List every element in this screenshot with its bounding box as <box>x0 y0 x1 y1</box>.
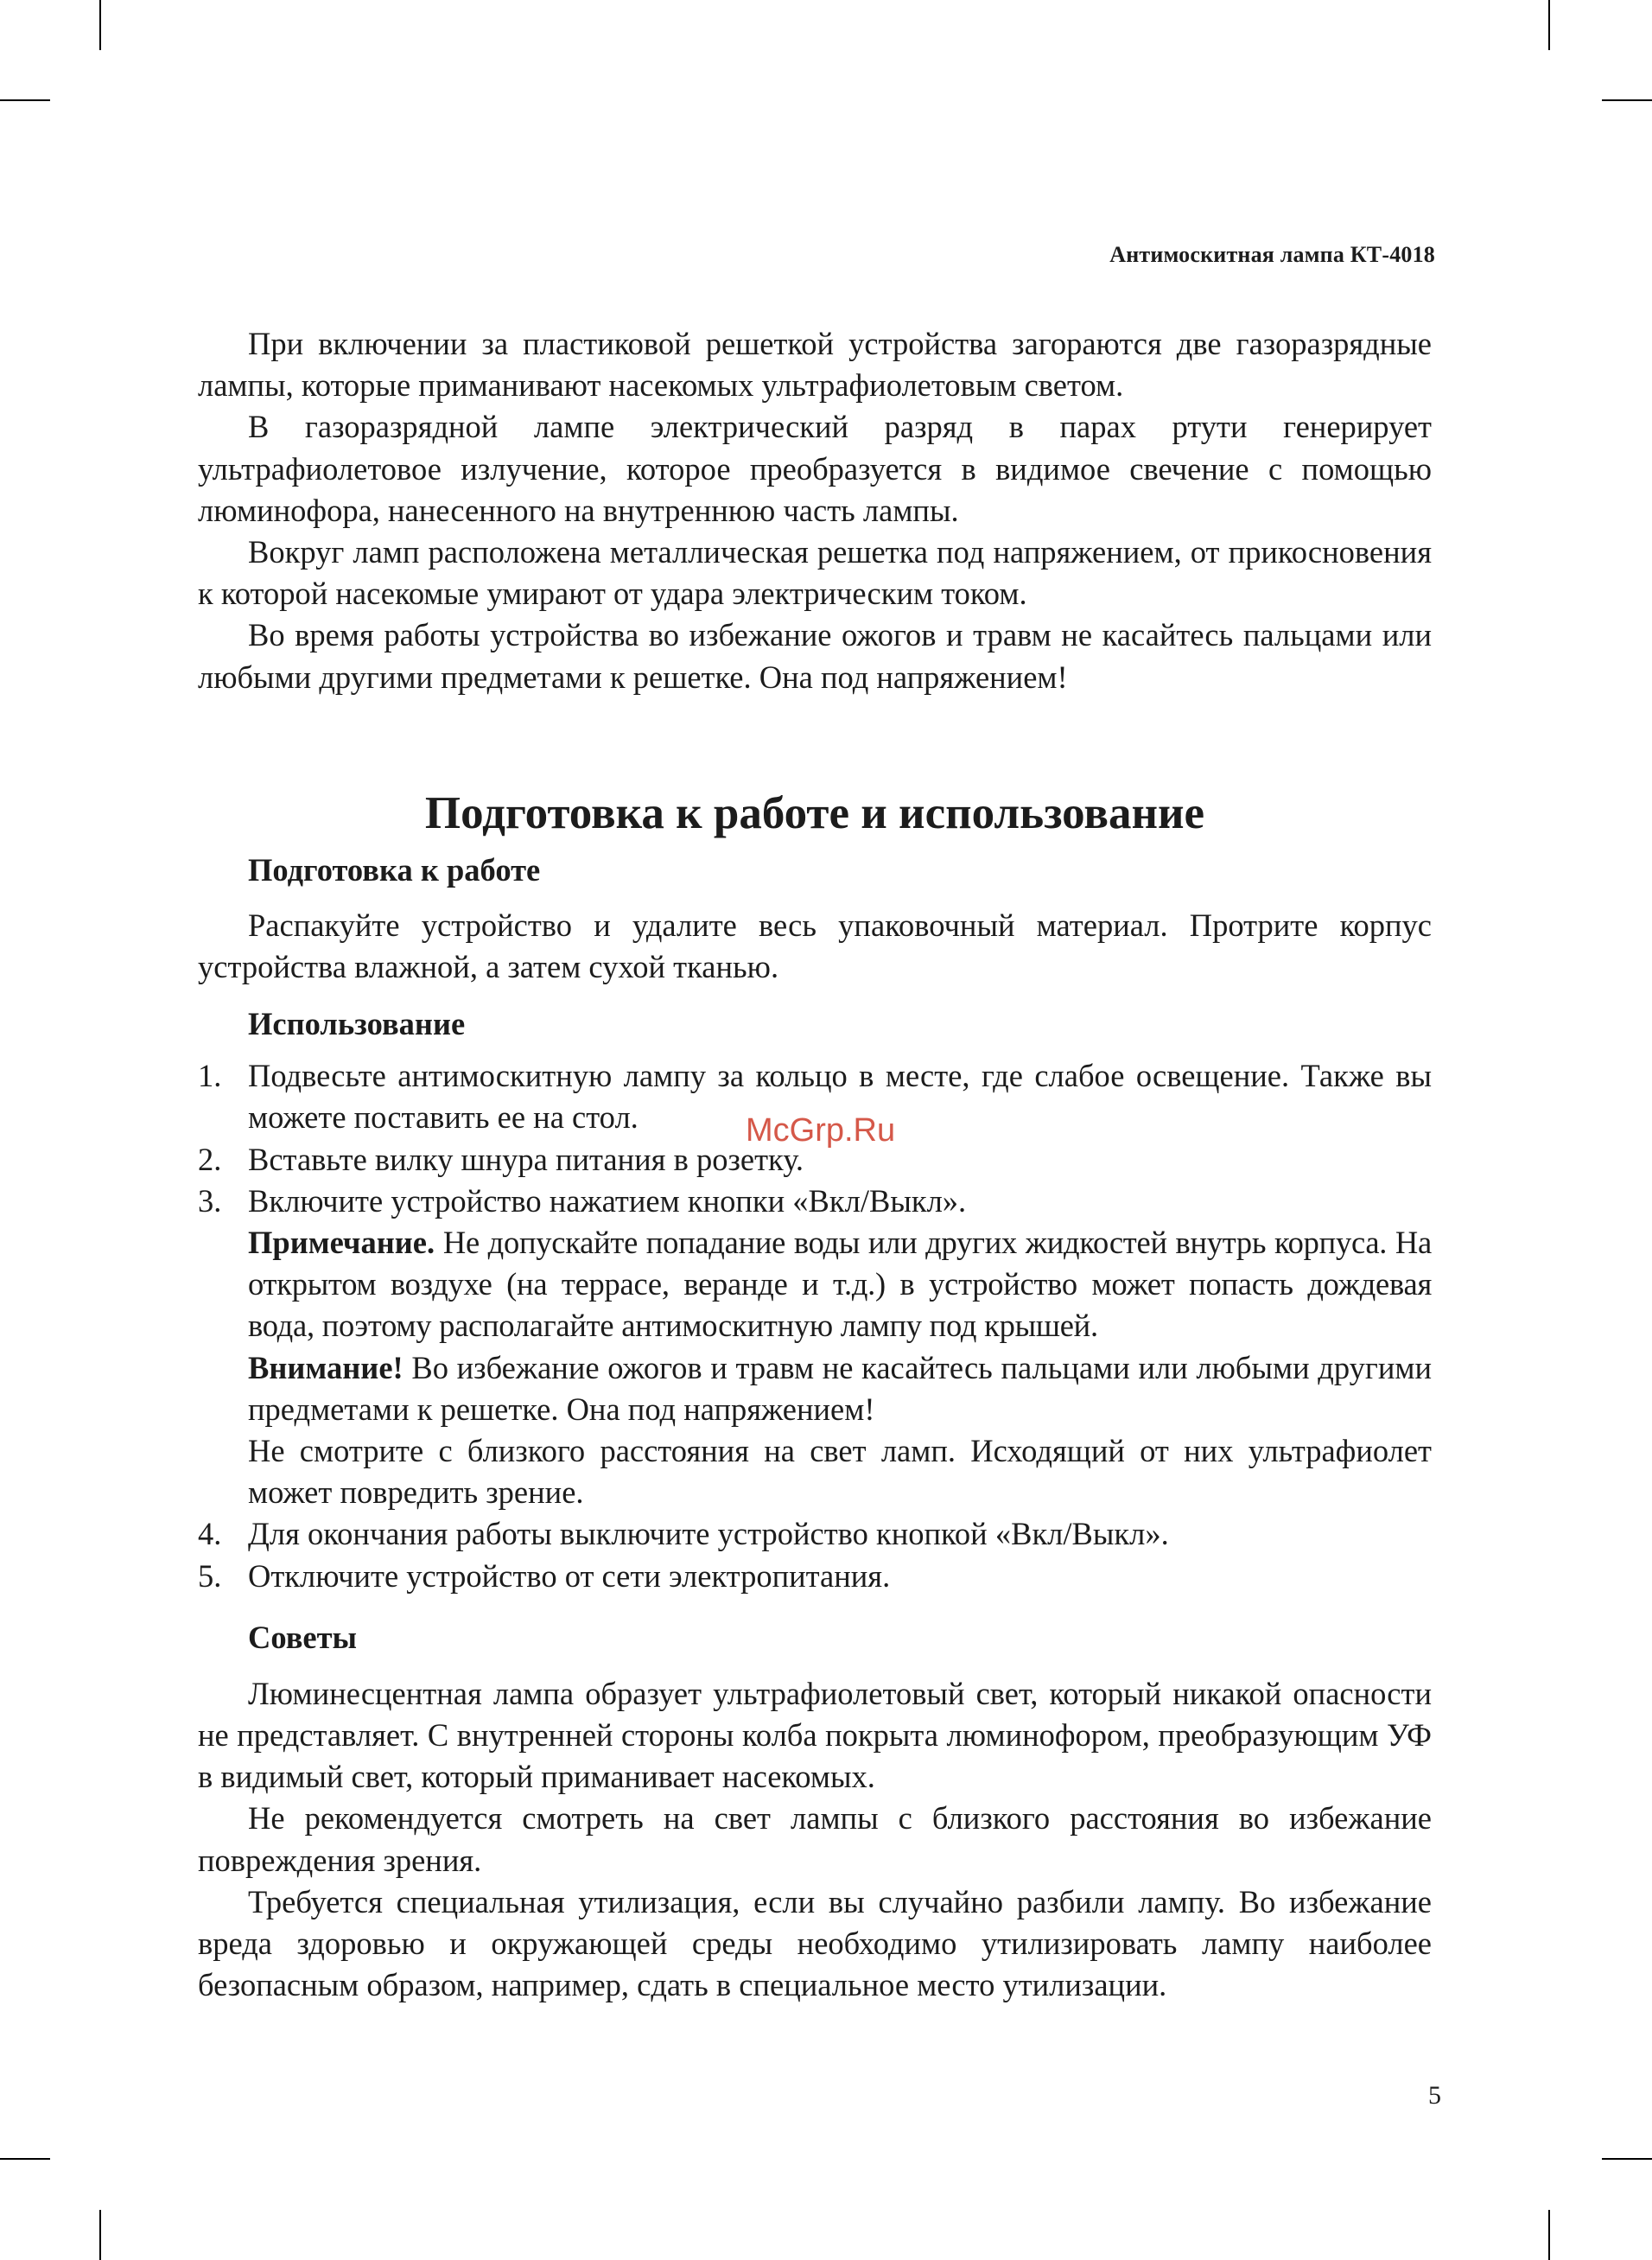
list-item <box>198 1556 1432 1597</box>
crop-mark-top-right <box>1548 0 1550 50</box>
page-body <box>198 323 1432 2007</box>
warning-label: Внимание! <box>248 1349 403 1385</box>
step-text: Отключите устройство от сети электропитания. <box>248 1557 891 1594</box>
page-number: 5 <box>1428 2081 1441 2110</box>
crop-mark-bottom-right-h <box>1602 2158 1652 2160</box>
step-number: 4. <box>198 1516 222 1552</box>
subheading-preparation: Подготовка к работе <box>248 851 541 888</box>
intro-paragraph: Вокруг ламп расположена металлическая решетка под напряжением, от прикосновения к которой насекомые умирают от удара электрическим током. <box>198 534 1432 612</box>
subheading-usage: Использование <box>248 1006 466 1042</box>
note-label: Примечание. <box>248 1225 435 1261</box>
crop-mark-top-left-h <box>0 99 50 101</box>
step-number: 1. <box>198 1058 222 1094</box>
eye-warning: Не смотрите с близкого расстояния на свет ламп. Исходящий от них ультрафиолет может повредить зрение. <box>248 1433 1432 1511</box>
preparation-paragraph: Распакуйте устройство и удалите весь упаковочный материал. Протрите корпус устройства влажной, а затем сухой тканью. <box>198 907 1432 985</box>
step-number: 2. <box>198 1141 222 1177</box>
step-number: 3. <box>198 1182 222 1219</box>
crop-mark-top-right-h <box>1602 99 1652 101</box>
step-text: Для окончания работы выключите устройство кнопкой «Вкл/Выкл». <box>248 1516 1169 1552</box>
subheading-tips: Советы <box>248 1619 358 1655</box>
tips-paragraph: Требуется специальная утилизация, если вы случайно разбили лампу. Во избежание вреда здоровью и окружающей среды необходимо утилизировать лампу наиболее безопасным образом, например, сдать в специальное место утилизации. <box>198 1883 1432 2003</box>
warning-block <box>248 1347 1432 1430</box>
step-text: Включите устройство нажатием кнопки «Вкл/Выкл». <box>248 1182 967 1219</box>
running-header: Антимоскитная лампа КТ-4018 <box>1109 242 1435 267</box>
crop-mark-bottom-left <box>99 2210 101 2260</box>
step-number: 5. <box>198 1557 222 1594</box>
intro-paragraph: При включении за пластиковой решеткой устройства загораются две газоразрядные лампы, которые приманивают насекомых ультрафиолетовым светом. <box>198 326 1432 404</box>
crop-mark-bottom-left-h <box>0 2158 50 2160</box>
intro-paragraph: Во время работы устройства во избежание ожогов и травм не касайтесь пальцами или любыми другими предметами к решетке. Она под напряжением! <box>198 617 1432 695</box>
list-item <box>198 1181 1432 1514</box>
step-text: Вставьте вилку шнура питания в розетку. <box>248 1141 804 1177</box>
intro-section <box>198 323 1432 698</box>
list-item <box>198 1513 1432 1555</box>
watermark: McGrp.Ru <box>746 1112 896 1149</box>
step-text: Подвесьте антимоскитную лампу за кольцо в месте, где слабое освещение. Также вы можете поставить ее на стол. <box>248 1058 1432 1136</box>
warning-text: Во избежание ожогов и травм не касайтесь пальцами или любыми другими предметами к решетке. Она под напряжением! <box>248 1349 1432 1427</box>
note-text: Не допускайте попадание воды или других жидкостей внутрь корпуса. На открытом воздухе (на террасе, веранде и т.д.) в устройство может попасть дождевая вода, поэтому располагайте антимоскитную лампу под крышей. <box>248 1225 1432 1344</box>
intro-paragraph: В газоразрядной лампе электрический разряд в парах ртути генерирует ультрафиолетовое излучение, которое преобразуется в видимое свечение с помощью люминофора, нанесенного на внутреннюю часть лампы. <box>198 409 1432 528</box>
tips-paragraph: Люминесцентная лампа образует ультрафиолетовый свет, который никакой опасности не представляет. С внутренней стороны колба покрыта люминофором, преобразующим УФ в видимый свет, который приманивает насекомых. <box>198 1675 1432 1795</box>
crop-mark-bottom-right <box>1548 2210 1550 2260</box>
crop-mark-top-left <box>99 0 101 50</box>
note-block <box>248 1222 1432 1347</box>
section-title: Подготовка к работе и использование <box>424 787 1205 838</box>
tips-paragraph: Не рекомендуется смотреть на свет лампы с близкого расстояния во избежание повреждения зрения. <box>198 1800 1432 1878</box>
